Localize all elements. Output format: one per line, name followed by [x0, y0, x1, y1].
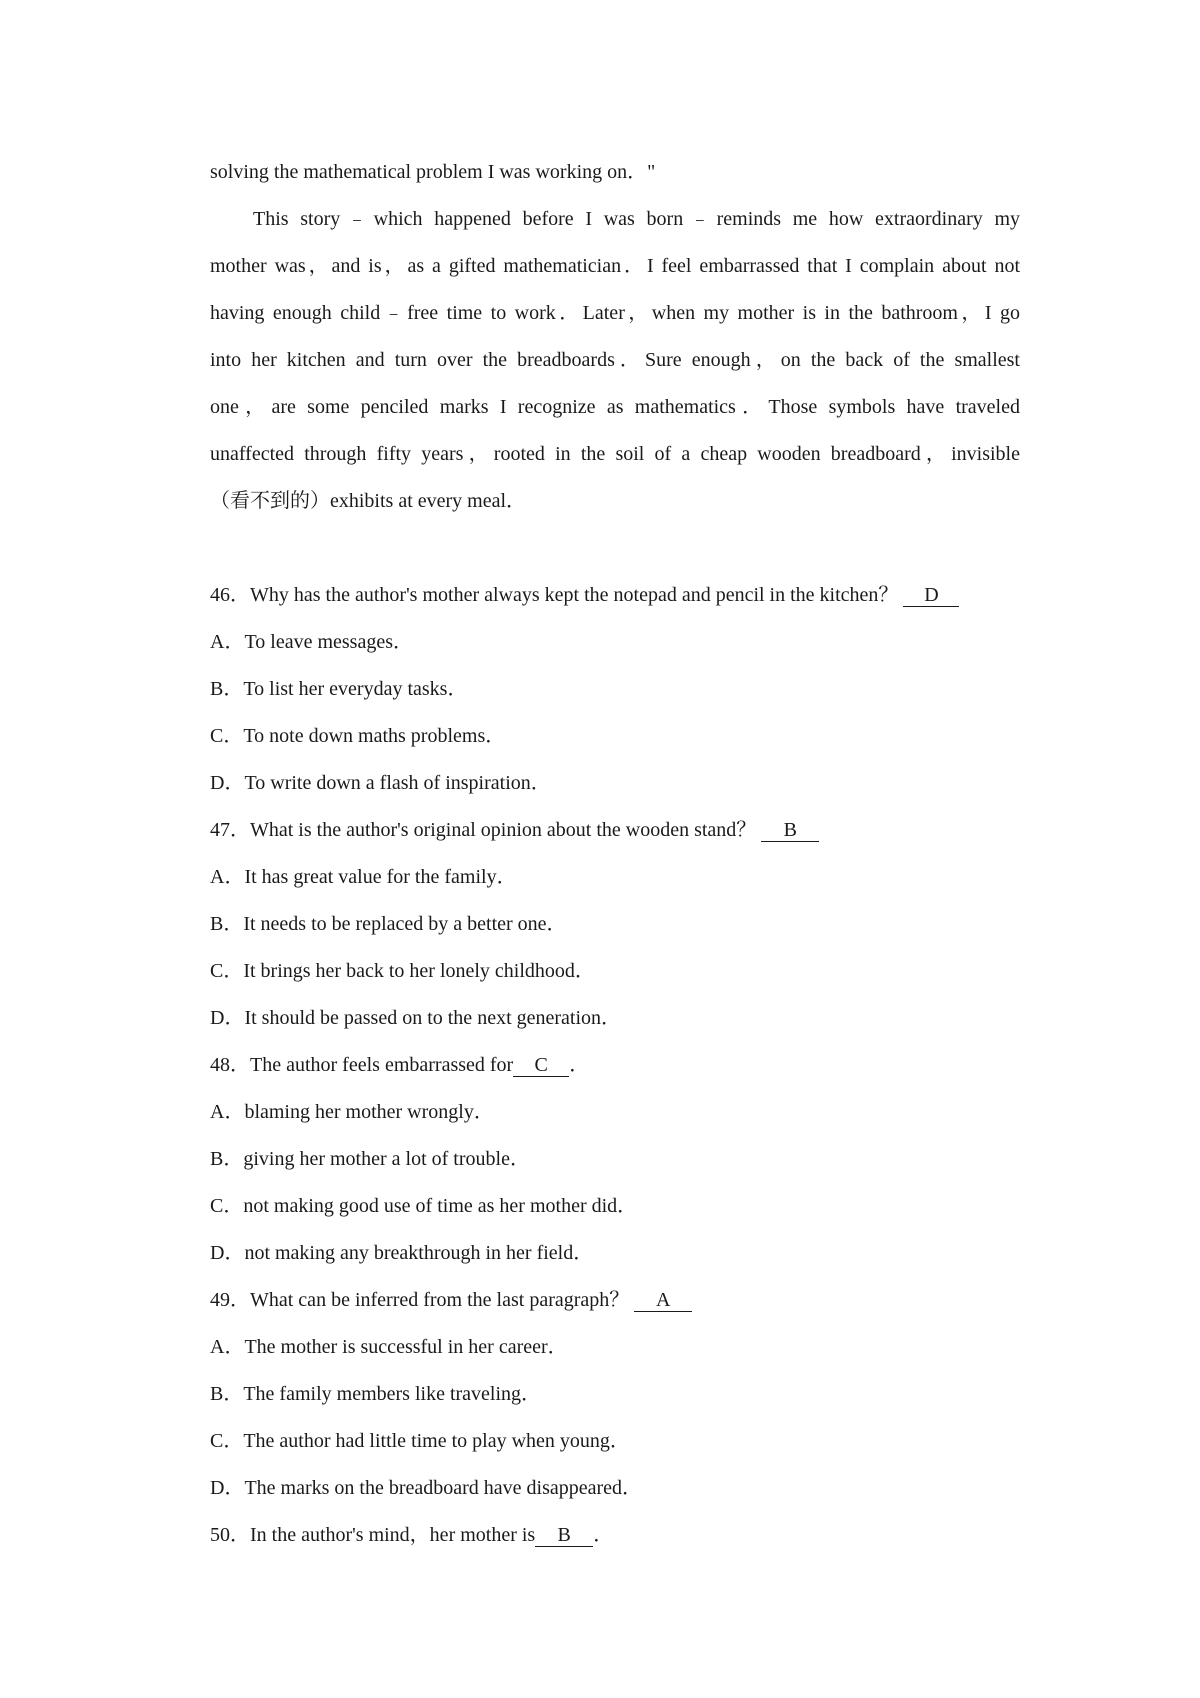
passage-line: having enough child﹣free time to work．Later，when my mother is in the bathroom，I go [210, 302, 1020, 324]
option-b: B．It needs to be replaced by a better one． [210, 913, 567, 935]
option-c: C．The author had little time to play when young． [210, 1430, 630, 1452]
question-49 [210, 1287, 1020, 1313]
question-46 [210, 582, 1020, 608]
passage-line: mother was，and is，as a gifted mathematician．I feel embarrassed that I complain about not [210, 255, 1020, 277]
passage-line: This story﹣which happened before I was born﹣reminds me how extraordinary my [253, 208, 1020, 230]
option-a: A．blaming her mother wrongly． [210, 1101, 494, 1123]
question-stem: 50．In the author's mind，her mother is [210, 1524, 536, 1546]
question-stem: 49．What can be inferred from the last paragraph？ [210, 1289, 630, 1311]
option-d: D．It should be passed on to the next generation． [210, 1007, 622, 1029]
question-47 [210, 817, 1020, 843]
option-a: A．It has great value for the family． [210, 866, 517, 888]
question-stem: 46．Why has the author's mother always kept the notepad and pencil in the kitchen？ [210, 584, 899, 606]
question-suffix: ． [593, 1524, 614, 1546]
question-stem: 47．What is the author's original opinion about the wooden stand？ [210, 819, 757, 841]
question-stem: 48．The author feels embarrassed for [210, 1054, 514, 1076]
answer-blank: D [903, 584, 959, 607]
option-a: A．To leave messages． [210, 631, 413, 653]
passage-line: （看不到的）exhibits at every meal． [210, 490, 527, 512]
answer-blank: C [513, 1054, 569, 1077]
question-50 [210, 1522, 1020, 1548]
passage-line: unaffected through fifty years，rooted in the soil of a cheap wooden breadboard，invisible [210, 443, 1020, 465]
option-b: B．To list her everyday tasks． [210, 678, 468, 700]
answer-blank: B [535, 1524, 593, 1547]
answer-blank: A [634, 1289, 692, 1312]
question-48 [210, 1052, 1020, 1078]
option-b: B．The family members like traveling． [210, 1383, 542, 1405]
option-c: C．It brings her back to her lonely childhood． [210, 960, 595, 982]
question-suffix: ． [569, 1054, 590, 1076]
passage-line: solving the mathematical problem I was working on．" [210, 161, 656, 183]
option-c: C．not making good use of time as her mother did． [210, 1195, 638, 1217]
option-b: B．giving her mother a lot of trouble． [210, 1148, 530, 1170]
option-d: D．The marks on the breadboard have disappeared． [210, 1477, 643, 1499]
passage-line: one，are some penciled marks I recognize as mathematics．Those symbols have traveled [210, 396, 1020, 418]
option-d: D．not making any breakthrough in her field． [210, 1242, 594, 1264]
option-a: A．The mother is successful in her career． [210, 1336, 568, 1358]
passage-line: into her kitchen and turn over the breadboards．Sure enough，on the back of the smallest [210, 349, 1020, 371]
answer-blank: B [761, 819, 819, 842]
option-d: D．To write down a flash of inspiration． [210, 772, 551, 794]
option-c: C．To note down maths problems． [210, 725, 506, 747]
